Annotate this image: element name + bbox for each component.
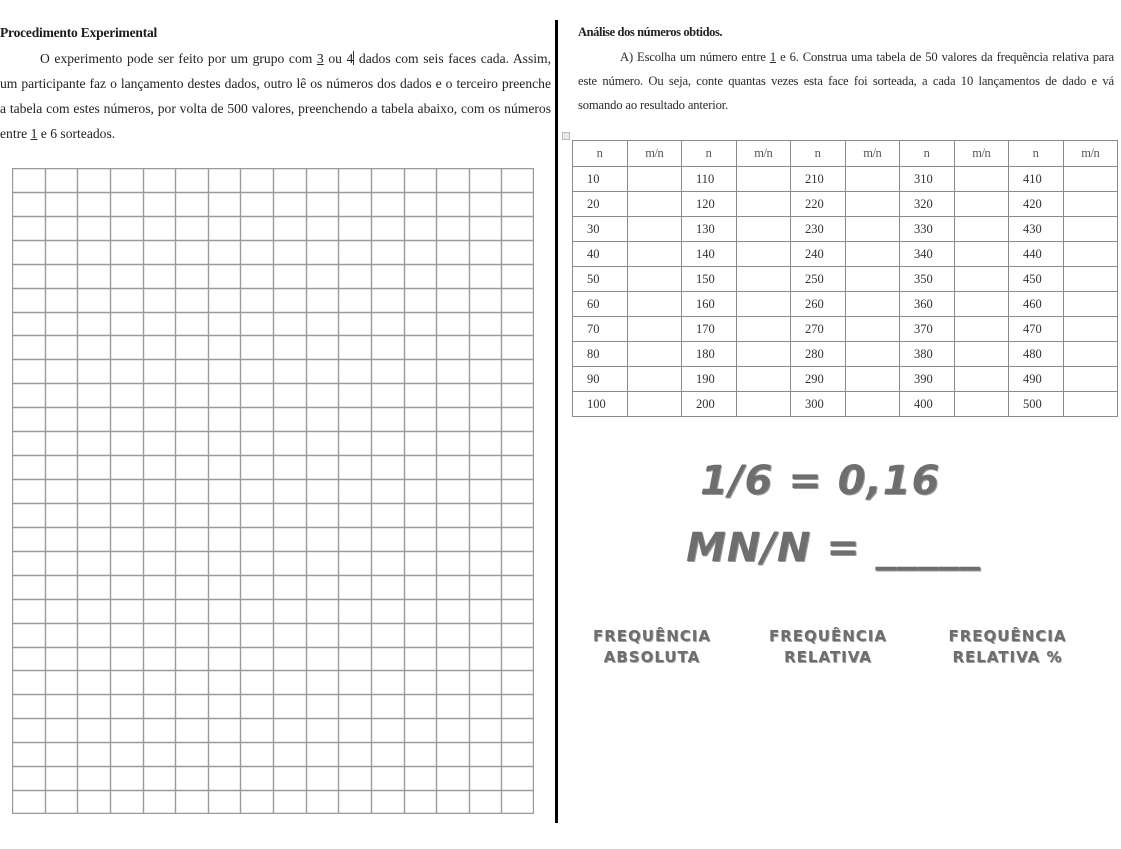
cell-m-over-n-input[interactable] xyxy=(627,242,682,267)
cell-m-over-n-input[interactable] xyxy=(627,267,682,292)
cell-n-value: 360 xyxy=(900,292,955,317)
cell-n-value: 90 xyxy=(573,367,628,392)
cell-m-over-n-input[interactable] xyxy=(1063,217,1118,242)
table-row xyxy=(573,342,1118,367)
paragraph-text: e 6 sorteados. xyxy=(37,126,116,141)
cell-m-over-n-input[interactable] xyxy=(954,392,1009,417)
handwritten-formula: MN/N = _____ xyxy=(686,525,981,571)
cell-n-value: 110 xyxy=(682,167,737,192)
header-n: n xyxy=(573,141,628,167)
cell-n-value: 370 xyxy=(900,317,955,342)
cell-m-over-n-input[interactable] xyxy=(845,367,900,392)
cell-n-value: 10 xyxy=(573,167,628,192)
header-m-over-n: m/n xyxy=(627,141,682,167)
header-n: n xyxy=(682,141,737,167)
cell-m-over-n-input[interactable] xyxy=(736,367,791,392)
cell-n-value: 230 xyxy=(791,217,846,242)
header-m-over-n: m/n xyxy=(845,141,900,167)
cell-n-value: 60 xyxy=(573,292,628,317)
header-n: n xyxy=(1009,141,1064,167)
cell-m-over-n-input[interactable] xyxy=(845,167,900,192)
cell-n-value: 390 xyxy=(900,367,955,392)
analysis-paragraph xyxy=(578,45,1114,117)
cell-n-value: 260 xyxy=(791,292,846,317)
header-m-over-n: m/n xyxy=(954,141,1009,167)
cell-n-value: 150 xyxy=(682,267,737,292)
cell-n-value: 420 xyxy=(1009,192,1064,217)
cell-m-over-n-input[interactable] xyxy=(1063,167,1118,192)
cell-n-value: 400 xyxy=(900,392,955,417)
cell-m-over-n-input[interactable] xyxy=(1063,192,1118,217)
paragraph-text: e 6. Construa uma tabela de 50 valores da frequência relativa para este número. Ou seja, conte quantas vezes esta face foi sorteada, a cada 10 lançamentos de dado e vá somando ao resultado anterior. xyxy=(578,50,1114,112)
frequency-labels xyxy=(590,626,1090,686)
cell-m-over-n-input[interactable] xyxy=(627,167,682,192)
section-title-procedimento: Procedimento Experimental xyxy=(0,25,158,40)
cell-n-value: 190 xyxy=(682,367,737,392)
cell-n-value: 140 xyxy=(682,242,737,267)
cell-n-value: 470 xyxy=(1009,317,1064,342)
cell-m-over-n-input[interactable] xyxy=(1063,342,1118,367)
cell-n-value: 40 xyxy=(573,242,628,267)
table-row xyxy=(573,267,1118,292)
underlined-number: 1 xyxy=(769,50,777,64)
cell-n-value: 450 xyxy=(1009,267,1064,292)
underlined-number: 1 xyxy=(30,126,38,141)
cell-m-over-n-input[interactable] xyxy=(954,292,1009,317)
label-line: RELATIVA % xyxy=(952,648,1063,666)
paragraph-text: O experimento pode ser feito por um grupo com xyxy=(40,51,317,66)
label-line: FREQUÊNCIA xyxy=(948,627,1067,645)
table-row xyxy=(573,317,1118,342)
table-row xyxy=(573,192,1118,217)
table-row xyxy=(573,292,1118,317)
cell-n-value: 210 xyxy=(791,167,846,192)
section-title-analise: Análise dos números obtidos. xyxy=(578,25,723,39)
cell-m-over-n-input[interactable] xyxy=(736,192,791,217)
cell-m-over-n-input[interactable] xyxy=(627,292,682,317)
cell-n-value: 410 xyxy=(1009,167,1064,192)
cell-n-value: 80 xyxy=(573,342,628,367)
cell-n-value: 460 xyxy=(1009,292,1064,317)
cell-m-over-n-input[interactable] xyxy=(627,317,682,342)
underlined-number: 3 xyxy=(316,51,324,66)
table-row xyxy=(573,167,1118,192)
cell-n-value: 440 xyxy=(1009,242,1064,267)
table-row xyxy=(573,217,1118,242)
cell-m-over-n-input[interactable] xyxy=(736,292,791,317)
cell-n-value: 70 xyxy=(573,317,628,342)
cell-n-value: 50 xyxy=(573,267,628,292)
cell-m-over-n-input[interactable] xyxy=(627,392,682,417)
cell-n-value: 380 xyxy=(900,342,955,367)
header-m-over-n: m/n xyxy=(736,141,791,167)
cell-n-value: 200 xyxy=(682,392,737,417)
cell-n-value: 280 xyxy=(791,342,846,367)
cell-m-over-n-input[interactable] xyxy=(736,242,791,267)
relative-frequency-table xyxy=(572,140,1118,417)
paragraph-text: A) Escolha um número entre xyxy=(620,50,770,64)
cell-n-value: 490 xyxy=(1009,367,1064,392)
table-row xyxy=(573,242,1118,267)
dice-results-grid xyxy=(12,168,534,814)
cell-m-over-n-input[interactable] xyxy=(627,342,682,367)
table-move-handle[interactable] xyxy=(562,132,570,140)
cell-m-over-n-input[interactable] xyxy=(845,217,900,242)
cell-m-over-n-input[interactable] xyxy=(954,342,1009,367)
cell-m-over-n-input[interactable] xyxy=(736,217,791,242)
cell-n-value: 340 xyxy=(900,242,955,267)
cell-n-value: 180 xyxy=(682,342,737,367)
cell-n-value: 250 xyxy=(791,267,846,292)
cell-n-value: 220 xyxy=(791,192,846,217)
header-n: n xyxy=(900,141,955,167)
cell-n-value: 120 xyxy=(682,192,737,217)
cell-m-over-n-input[interactable] xyxy=(845,392,900,417)
cell-m-over-n-input[interactable] xyxy=(1063,367,1118,392)
label-line: FREQUÊNCIA xyxy=(593,627,711,645)
cell-m-over-n-input[interactable] xyxy=(845,242,900,267)
cell-m-over-n-input[interactable] xyxy=(845,192,900,217)
cell-m-over-n-input[interactable] xyxy=(627,217,682,242)
cell-n-value: 320 xyxy=(900,192,955,217)
cell-n-value: 170 xyxy=(682,317,737,342)
cell-m-over-n-input[interactable] xyxy=(1063,242,1118,267)
cell-n-value: 310 xyxy=(900,167,955,192)
label-frequencia-absoluta xyxy=(592,626,712,668)
cell-n-value: 100 xyxy=(573,392,628,417)
cell-n-value: 350 xyxy=(900,267,955,292)
label-line: RELATIVA xyxy=(784,648,872,666)
cell-m-over-n-input[interactable] xyxy=(954,367,1009,392)
header-n: n xyxy=(791,141,846,167)
handwritten-ratio: 1/6 = 0,16 xyxy=(700,458,941,504)
cell-n-value: 500 xyxy=(1009,392,1064,417)
cell-n-value: 30 xyxy=(573,217,628,242)
cell-n-value: 160 xyxy=(682,292,737,317)
cell-m-over-n-input[interactable] xyxy=(954,242,1009,267)
cell-m-over-n-input[interactable] xyxy=(1063,292,1118,317)
cell-n-value: 20 xyxy=(573,192,628,217)
cell-m-over-n-input[interactable] xyxy=(845,292,900,317)
cell-m-over-n-input[interactable] xyxy=(1063,392,1118,417)
cell-m-over-n-input[interactable] xyxy=(736,342,791,367)
cell-m-over-n-input[interactable] xyxy=(954,317,1009,342)
cell-m-over-n-input[interactable] xyxy=(736,317,791,342)
cell-n-value: 240 xyxy=(791,242,846,267)
cell-m-over-n-input[interactable] xyxy=(845,317,900,342)
header-m-over-n: m/n xyxy=(1063,141,1118,167)
cell-m-over-n-input[interactable] xyxy=(845,342,900,367)
cell-m-over-n-input[interactable] xyxy=(954,217,1009,242)
procedure-paragraph xyxy=(0,46,551,146)
label-line: FREQUÊNCIA xyxy=(769,627,887,645)
page-divider xyxy=(555,20,558,823)
paragraph-text: dados com seis faces cada. Assim, um participante faz o lançamento destes dados, outro lê os números dos dados e o terceiro preenche a tabela com estes números, por volta de 500 valores, preenchendo a tabela abaixo, com os números entre xyxy=(0,51,552,141)
label-frequencia-relativa xyxy=(768,626,888,668)
cell-n-value: 300 xyxy=(791,392,846,417)
grid-lines xyxy=(12,168,534,814)
cell-m-over-n-input[interactable] xyxy=(627,192,682,217)
cell-m-over-n-input[interactable] xyxy=(736,392,791,417)
cell-m-over-n-input[interactable] xyxy=(845,267,900,292)
cell-m-over-n-input[interactable] xyxy=(627,367,682,392)
label-frequencia-relativa-percent xyxy=(945,626,1070,668)
table-row xyxy=(573,367,1118,392)
cell-m-over-n-input[interactable] xyxy=(1063,267,1118,292)
cell-m-over-n-input[interactable] xyxy=(736,167,791,192)
cell-n-value: 430 xyxy=(1009,217,1064,242)
cell-n-value: 480 xyxy=(1009,342,1064,367)
table-header-row xyxy=(573,141,1118,167)
cell-m-over-n-input[interactable] xyxy=(736,267,791,292)
cell-m-over-n-input[interactable] xyxy=(954,192,1009,217)
cell-n-value: 270 xyxy=(791,317,846,342)
cell-m-over-n-input[interactable] xyxy=(954,267,1009,292)
label-line: ABSOLUTA xyxy=(603,648,701,666)
cell-n-value: 290 xyxy=(791,367,846,392)
table-row xyxy=(573,392,1118,417)
cell-n-value: 330 xyxy=(900,217,955,242)
cell-m-over-n-input[interactable] xyxy=(954,167,1009,192)
cell-m-over-n-input[interactable] xyxy=(1063,317,1118,342)
paragraph-text: ou 4 xyxy=(323,51,354,66)
cell-n-value: 130 xyxy=(682,217,737,242)
